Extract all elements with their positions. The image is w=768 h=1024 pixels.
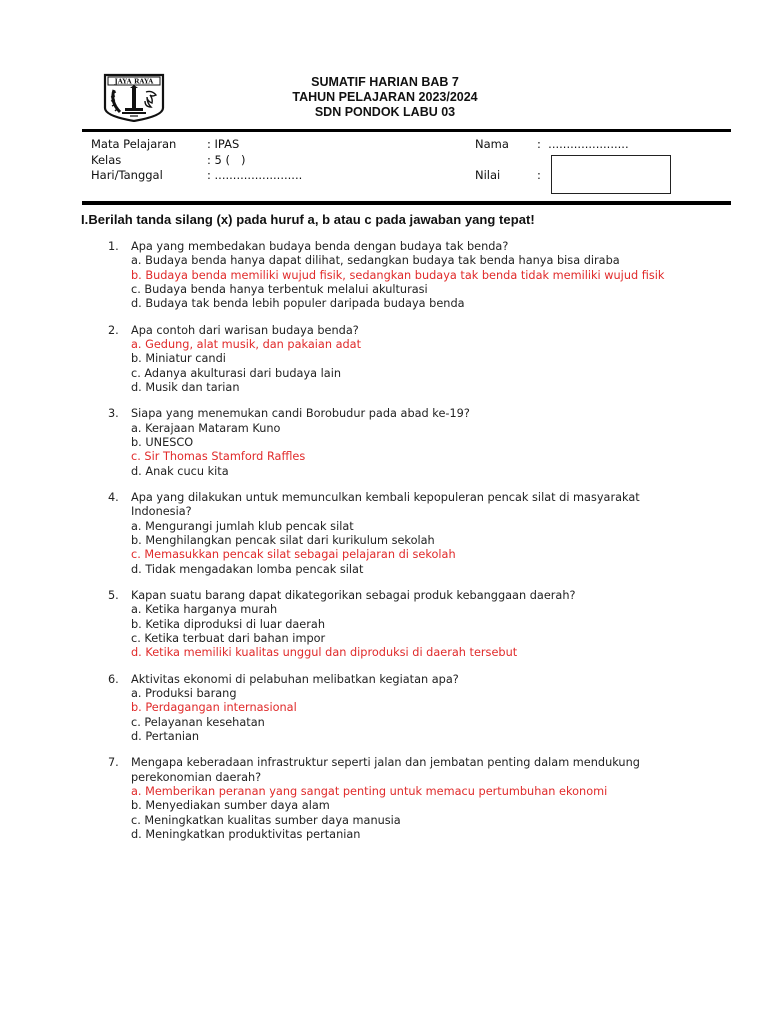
subject-value: : IPAS — [207, 137, 240, 151]
option-b-correct[interactable]: b. Budaya benda memiliki wujud fisik, sedangkan budaya tak benda tidak memiliki wujud fisik — [131, 268, 665, 282]
name-label: Nama — [475, 137, 509, 151]
option-d[interactable]: d. Pertanian — [131, 729, 200, 743]
section-instruction: I.Berilah tanda silang (x) pada huruf a, b atau c pada jawaban yang tepat! — [81, 212, 535, 227]
option-c[interactable]: c. Adanya akulturasi dari budaya lain — [131, 366, 342, 380]
question-1 — [108, 240, 708, 311]
option-c[interactable]: c. Ketika terbuat dari bahan impor — [131, 631, 326, 645]
option-d[interactable]: d. Musik dan tarian — [131, 380, 240, 394]
option-a[interactable]: a. Kerajaan Mataram Kuno — [131, 421, 281, 435]
option-d[interactable]: d. Anak cucu kita — [131, 464, 229, 478]
question-text: Kapan suatu barang dapat dikategorikan sebagai produk kebanggaan daerah? — [131, 588, 576, 602]
info-row-subject — [91, 137, 302, 153]
score-label: Nilai — [475, 168, 501, 182]
title-line-3: SDN PONDOK LABU 03 — [314, 105, 456, 119]
question-list — [108, 240, 708, 854]
question-number: 7. — [108, 756, 119, 770]
question-5 — [108, 589, 708, 660]
class-label: Kelas — [91, 152, 122, 167]
question-6 — [108, 673, 708, 744]
exam-title — [230, 75, 540, 120]
question-number: 6. — [108, 672, 119, 686]
name-field[interactable]: : ...................... — [537, 137, 629, 151]
question-number: 1. — [108, 240, 119, 253]
question-text: Apa yang membedakan budaya benda dengan budaya tak benda? — [131, 240, 509, 253]
option-d[interactable]: d. Meningkatkan produktivitas pertanian — [131, 827, 361, 841]
question-3 — [108, 407, 708, 478]
score-colon: : — [537, 168, 541, 182]
jaya-raya-crest-icon — [102, 72, 166, 122]
question-text: Aktivitas ekonomi di pelabuhan melibatkan kegiatan apa? — [131, 672, 459, 686]
option-b[interactable]: b. Miniatur candi — [131, 352, 226, 366]
date-label: Hari/Tanggal — [91, 168, 163, 182]
title-line-1: SUMATIF HARIAN BAB 7 — [311, 75, 459, 89]
option-a[interactable]: a. Ketika harganya murah — [131, 603, 278, 617]
question-text: Apa contoh dari warisan budaya benda? — [131, 323, 359, 337]
option-d-correct[interactable]: d. Ketika memiliki kualitas unggul dan diproduksi di daerah tersebut — [131, 646, 518, 660]
question-4 — [108, 491, 708, 577]
option-d[interactable]: d. Budaya tak benda lebih populer daripada budaya benda — [131, 297, 465, 311]
question-number: 2. — [108, 323, 119, 337]
question-2 — [108, 324, 708, 395]
option-a[interactable]: a. Mengurangi jumlah klub pencak silat — [131, 519, 354, 533]
question-text: Mengapa keberadaan infrastruktur seperti jalan dan jembatan penting dalam mendukung perekonomian daerah? — [131, 756, 640, 784]
option-a-correct[interactable]: a. Memberikan peranan yang sangat penting untuk memacu pertumbuhan ekonomi — [131, 784, 608, 798]
date-field[interactable]: : ........................ — [207, 168, 303, 182]
school-logo — [102, 72, 166, 122]
option-b[interactable]: b. Menghilangkan pencak silat dari kurikulum sekolah — [131, 533, 435, 547]
info-row-class — [91, 153, 302, 169]
option-c[interactable]: c. Meningkatkan kualitas sumber daya manusia — [131, 813, 401, 827]
option-b[interactable]: b. Menyediakan sumber daya alam — [131, 799, 330, 813]
info-row-name — [475, 137, 629, 153]
question-number: 5. — [108, 588, 119, 602]
header-divider-top — [82, 129, 731, 132]
info-row-date — [91, 168, 302, 184]
subject-label: Mata Pelajaran — [91, 137, 177, 151]
header-divider-bottom — [82, 201, 731, 205]
option-c[interactable]: c. Pelayanan kesehatan — [131, 715, 265, 729]
option-a-correct[interactable]: a. Gedung, alat musik, dan pakaian adat — [131, 337, 362, 351]
question-number: 3. — [108, 407, 119, 421]
option-d[interactable]: d. Tidak mengadakan lomba pencak silat — [131, 562, 364, 576]
class-value[interactable]: : 5 ( ) — [207, 152, 246, 167]
option-a[interactable]: a. Produksi barang — [131, 686, 237, 700]
question-text: Apa yang dilakukan untuk memunculkan kembali kepopuleran pencak silat di masyarakat Indonesia? — [131, 491, 640, 519]
option-c-correct[interactable]: c. Sir Thomas Stamford Raffles — [131, 450, 306, 464]
question-7 — [108, 756, 708, 842]
score-box[interactable] — [551, 155, 671, 194]
option-b[interactable]: b. Ketika diproduksi di luar daerah — [131, 617, 325, 631]
title-line-2: TAHUN PELAJARAN 2023/2024 — [292, 90, 478, 104]
option-b-correct[interactable]: b. Perdagangan internasional — [131, 701, 297, 715]
option-a[interactable]: a. Budaya benda hanya dapat dilihat, sedangkan budaya tak benda hanya bisa diraba — [131, 254, 620, 268]
option-c-correct[interactable]: c. Memasukkan pencak silat sebagai pelajaran di sekolah — [131, 548, 456, 562]
student-info-left — [91, 137, 302, 184]
question-text: Siapa yang menemukan candi Borobudur pada abad ke-19? — [131, 407, 470, 421]
svg-text:JAYA RAYA: JAYA RAYA — [114, 77, 154, 86]
option-b[interactable]: b. UNESCO — [131, 435, 194, 449]
option-c[interactable]: c. Budaya benda hanya terbentuk melalui akulturasi — [131, 282, 428, 296]
question-number: 4. — [108, 491, 119, 505]
